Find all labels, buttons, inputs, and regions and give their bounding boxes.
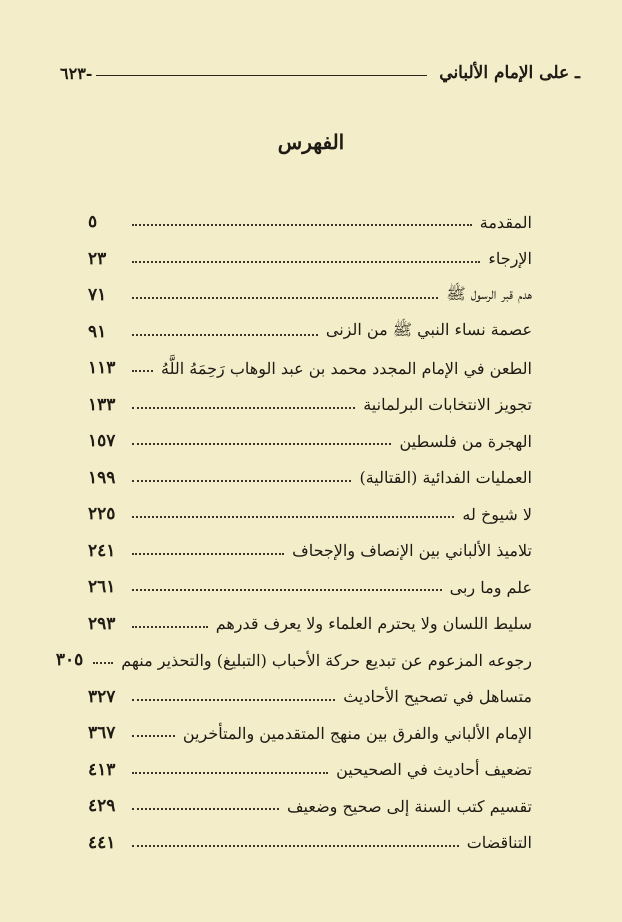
toc-dot-leader (132, 334, 318, 336)
toc-entry[interactable] (88, 423, 532, 460)
toc-entry-page: ٧١ (88, 285, 107, 306)
toc-entry[interactable] (88, 533, 532, 570)
toc-entry[interactable] (88, 460, 532, 497)
toc-dot-leader (132, 735, 175, 737)
table-of-contents (55, 204, 532, 861)
toc-entry-title: الطعن في الإمام المجدد محمد بن عبد الوهاب رَحِمَهُ اللَّهُ (161, 358, 532, 378)
toc-entry[interactable] (88, 679, 532, 716)
toc-entry-title: هدم قبر الرسول ﷺ (446, 283, 532, 303)
toc-entry-page: ١٥٧ (88, 431, 116, 452)
page-number: -٦٢٣ (60, 63, 93, 83)
toc-dot-leader (132, 261, 480, 263)
toc-dot-leader (132, 626, 208, 628)
toc-entry[interactable] (88, 825, 532, 862)
toc-entry[interactable] (88, 788, 532, 825)
toc-entry-title: سليط اللسان ولا يحترم العلماء ولا يعرف قدرهم (215, 614, 532, 634)
toc-entry-title: رجوعه المزعوم عن تبديع حركة الأحباب (التبليغ) والتحذير منهم (121, 650, 532, 670)
toc-dot-leader (132, 370, 153, 372)
toc-entry[interactable] (88, 277, 532, 314)
toc-dot-leader (132, 553, 284, 555)
toc-dot-leader (132, 589, 442, 591)
toc-entry[interactable] (88, 204, 532, 241)
toc-entry[interactable] (88, 752, 532, 789)
toc-entry-title: الهجرة من فلسطين (399, 431, 532, 451)
toc-entry-page: ٩١ (88, 321, 107, 342)
toc-dot-leader (132, 845, 459, 847)
toc-entry-page: ٣٦٧ (88, 723, 116, 744)
toc-entry[interactable] (88, 715, 532, 752)
toc-entry-page: ٢٢٥ (88, 504, 116, 525)
toc-entry-page: ١١٣ (88, 358, 116, 379)
toc-entry[interactable] (88, 387, 532, 424)
toc-dot-leader (132, 808, 279, 810)
toc-entry[interactable] (88, 350, 532, 387)
toc-entry-page: ١٩٩ (88, 467, 116, 488)
toc-dot-leader (132, 297, 438, 299)
header-rule (96, 75, 427, 76)
toc-entry-title: الإرجاء (488, 249, 532, 269)
toc-entry-title: التناقضات (466, 833, 532, 853)
toc-entry-title: متساهل في تصحيح الأحاديث (343, 687, 532, 707)
toc-entry[interactable] (88, 241, 532, 278)
toc-entry-page: ٣٠٥ (55, 650, 84, 671)
running-title: ـ على الإمام الألباني (439, 63, 580, 83)
toc-entry-title: علم وما ربى (449, 577, 532, 597)
toc-entry-title: العمليات الفدائية (القتالية) (359, 468, 532, 488)
toc-entry-page: ٤٢٩ (88, 796, 116, 817)
toc-entry-page: ٢٣ (88, 248, 107, 269)
toc-dot-leader (132, 772, 328, 774)
toc-entry-page: ٢٦١ (88, 577, 116, 598)
toc-entry-title: المقدمة (479, 212, 532, 232)
running-header (60, 58, 580, 88)
toc-entry-page: ٢٩٣ (88, 613, 116, 634)
toc-dot-leader (132, 224, 472, 226)
toc-entry-title: تجويز الانتخابات البرلمانية (363, 395, 532, 415)
toc-entry-title: عصمة نساء النبي ﷺ من الزنى (325, 320, 532, 340)
toc-entry-title: تقسيم كتب السنة إلى صحيح وضعيف (286, 796, 532, 816)
toc-entry[interactable] (88, 606, 532, 643)
index-title: الفهرس (277, 130, 345, 154)
toc-entry-page: ٤٤١ (88, 832, 116, 853)
toc-entry-title: لا شيوخ له (462, 504, 532, 524)
toc-entry[interactable] (88, 496, 532, 533)
toc-entry[interactable] (88, 569, 532, 606)
toc-entry[interactable] (55, 642, 532, 679)
toc-dot-leader (132, 516, 454, 518)
toc-dot-leader (132, 443, 391, 445)
toc-entry-page: ٣٢٧ (88, 686, 116, 707)
toc-entry-title: الإمام الألباني والفرق بين منهج المتقدمين والمتأخرين (182, 723, 532, 743)
toc-entry-page: ٢٤١ (88, 540, 116, 561)
toc-dot-leader (93, 662, 113, 664)
toc-dot-leader (132, 407, 355, 409)
toc-entry[interactable] (88, 314, 532, 351)
toc-entry-page: ١٣٣ (88, 394, 116, 415)
toc-entry-title: تضعيف أحاديث في الصحيحين (336, 760, 532, 780)
toc-entry-page: ٤١٣ (88, 759, 116, 780)
toc-entry-page: ٥ (88, 212, 98, 233)
toc-dot-leader (132, 699, 335, 701)
toc-entry-title: تلاميذ الألباني بين الإنصاف والإجحاف (292, 541, 532, 561)
toc-dot-leader (132, 480, 351, 482)
